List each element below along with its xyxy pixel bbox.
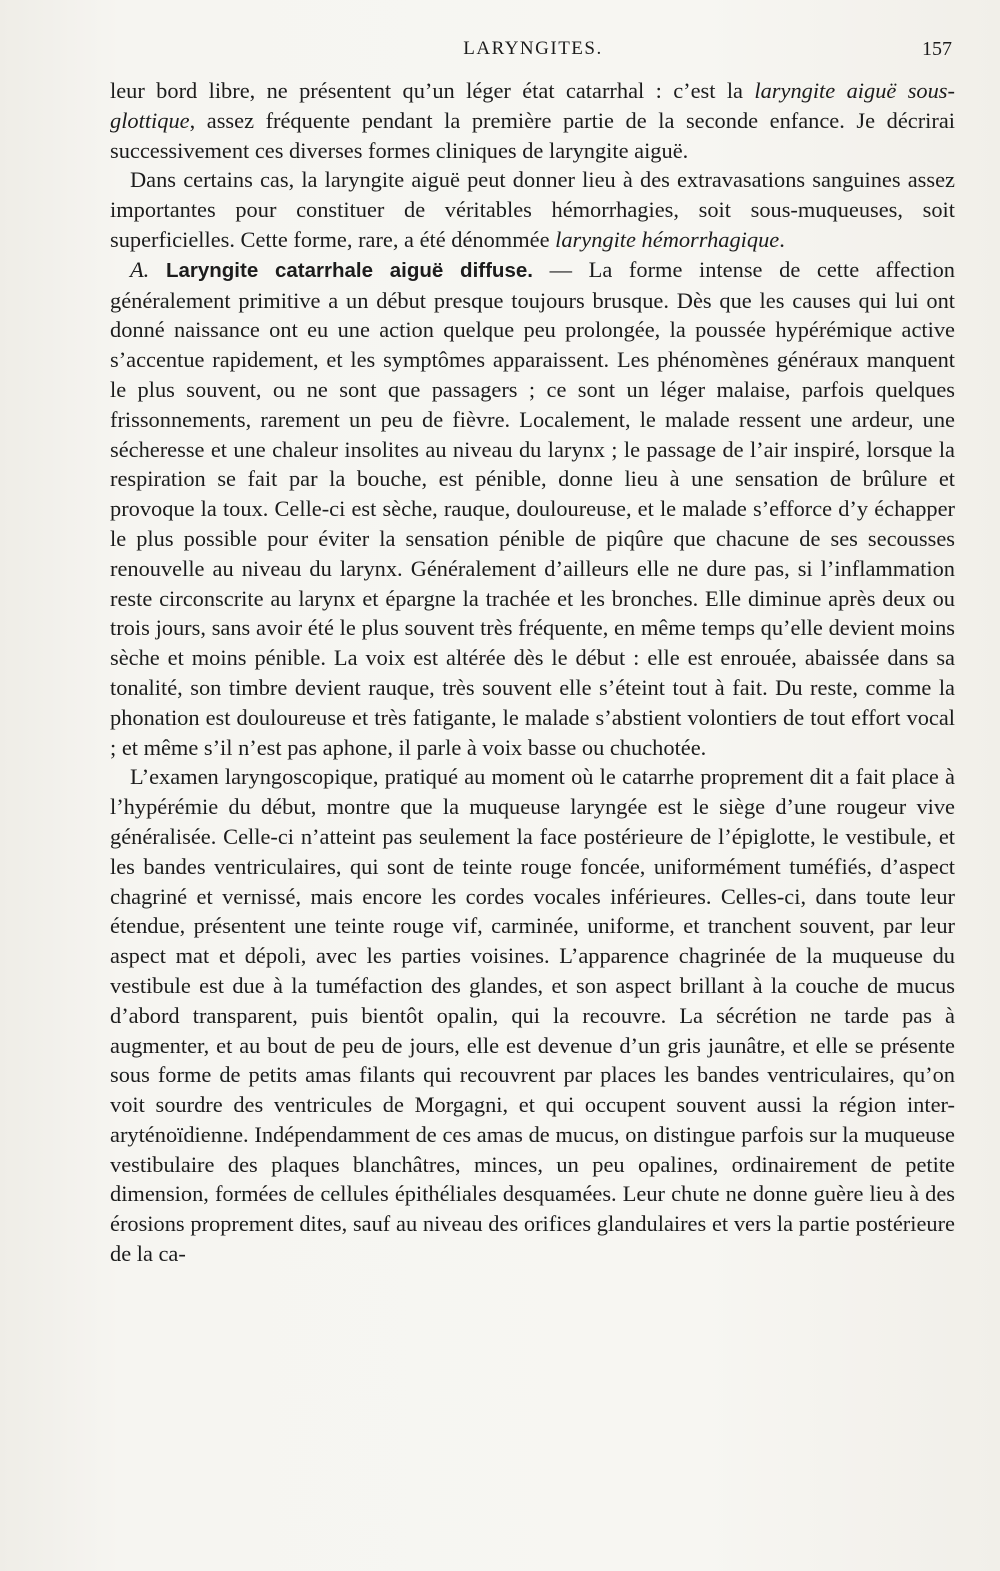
running-title: LARYNGITES.	[463, 38, 603, 59]
page-number: 157	[922, 38, 952, 60]
running-header	[108, 38, 958, 68]
paragraph-2-text-b: .	[779, 226, 785, 252]
paragraph-2-text-a: Dans certains cas, la laryngite aiguë peut donner lieu à des extravasations sanguines assez importantes pour constituer de véritables hémorrhagies, soit sous-muqueuses, soit superficielles. Cette forme, rare, a été dénommée	[110, 167, 955, 252]
paragraph-2-italic-term: laryngite hémorrhagique	[555, 226, 780, 252]
paragraph-1	[110, 76, 955, 165]
paragraph-3-text: — La forme intense de cette affection généralement primitive a un début presque toujours brusque. Dès que les causes qui lui ont donné naissance ont eu une action quelque peu prolongée, la poussée hypérémique active s’accentue rapidement, et les symptômes apparaissent. Les phénomènes généraux manquent le plus souvent, ou ne sont que passagers ; ce sont un léger malaise, parfois quelques frissonnements, rarement un peu de fièvre. Localement, le malade ressent une ardeur, une sécheresse et une chaleur insolites au niveau du larynx ; le passage de l’air inspiré, lorsque la respiration se fait par la bouche, est pénible, donne lieu à une sensation de brûlure et provoque la toux. Celle-ci est sèche, rauque, douloureuse, et le malade s’efforce d’y échapper le plus possible pour éviter la sensation pénible de piqûre que chacune de ses secousses renouvelle au niveau du larynx. Généralement d’ailleurs elle ne dure pas, si l’inflammation reste circonscrite au larynx et épargne la trachée et les bronches. Elle diminue après deux ou trois jours, sans avoir été le plus souvent très fréquente, en même temps qu’elle devient moins sèche et moins pénible. La voix est altérée dès le début : elle est enrouée, abaissée dans sa tonalité, son timbre devient rauque, très souvent elle s’éteint tout à fait. Du reste, comme la phonation est douloureuse et très fatigante, le malade s’abstient volontiers de tout effort vocal ; et même s’il n’est pas aphone, il parle à voix basse ou chuchotée.	[110, 256, 955, 760]
paragraph-1-text-a: leur bord libre, ne présentent qu’un léger état catarrhal : c’est la	[110, 78, 755, 103]
paragraph-2	[110, 165, 955, 254]
section-label: A.	[130, 256, 150, 282]
paragraph-1-text-b: , assez fréquente pendant la première partie de la seconde enfance. Je décrirai successivement ces diverses formes cliniques de laryngite aiguë.	[110, 107, 955, 163]
paragraph-4: L’examen laryngoscopique, pratiqué au moment où le catarrhe proprement dit a fait place à l’hypérémie du début, montre que la muqueuse laryngée est le siège d’une rougeur vive généralisée. Celle-ci n’atteint pas seulement la face postérieure de l’épiglotte, le vestibule, et les bandes ventriculaires, qui sont de teinte rouge foncée, uniformément tuméfiés, d’aspect chagriné et vernissé, mais encore les cordes vocales inférieures. Celles-ci, dans toute leur étendue, présentent une teinte rouge vif, carminée, uniforme, et tranchent souvent, par leur aspect mat et dépoli, avec les parties voisines. L’apparence chagrinée de la muqueuse du vestibule est due à la tuméfaction des glandes, et son aspect brillant à la couche de mucus d’abord transparent, puis bientôt opalin, qui la recouvre. La sécrétion ne tarde pas à augmenter, et au bout de peu de jours, elle est devenue d’un gris jaunâtre, et elle se présente sous forme de petits amas filants qui recouvrent par places les bandes ventriculaires, qu’on voit sourdre des ventricules de Morgagni, et qui occupent souvent aussi la région inter-aryténoïdienne. Indépendamment de ces amas de mucus, on distingue parfois sur la muqueuse vestibulaire des plaques blanchâtres, minces, un peu opalines, ordinairement de petite dimension, formées de cellules épithéliales desquamées. Leur chute ne donne guère lieu à des érosions proprement dites, sauf au niveau des orifices glandulaires et vers la partie postérieure de la ca-	[110, 764, 955, 1267]
section-heading: Laryngite catarrhale aiguë diffuse.	[165, 258, 533, 282]
paragraph-1-italic-term: laryngite aiguë sous-glottique	[110, 78, 955, 133]
body-text	[110, 76, 955, 1269]
paragraph-3	[110, 255, 955, 763]
